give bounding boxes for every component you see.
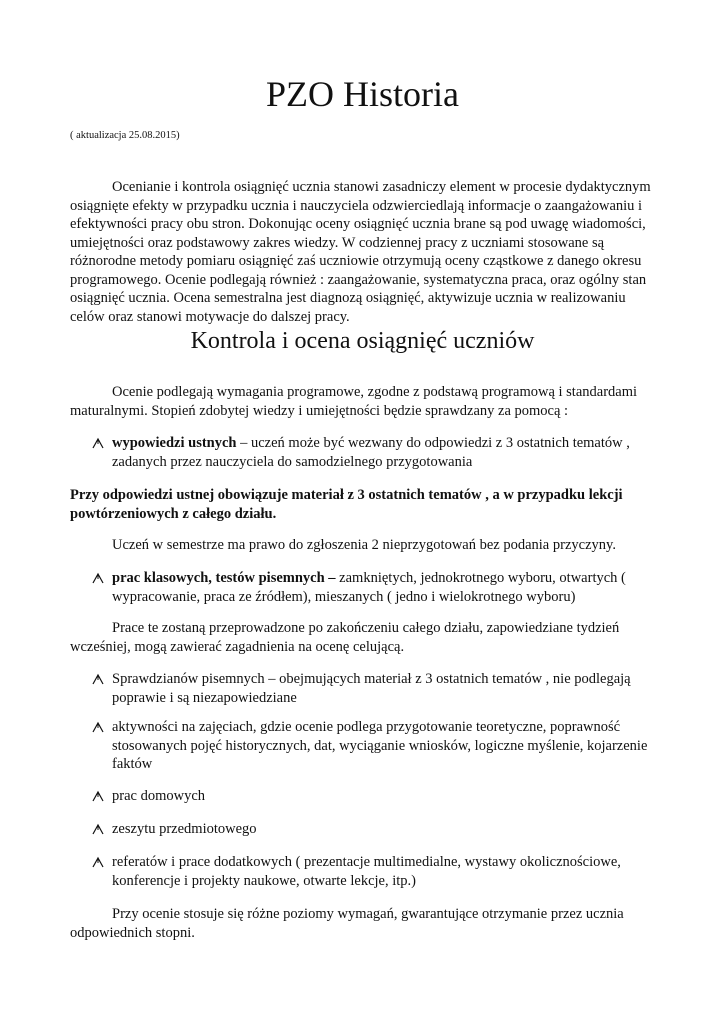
bullet-arrow-icon <box>92 790 104 802</box>
bullet-oral <box>92 434 662 471</box>
oral-rule <box>70 486 660 523</box>
closing-paragraph: Przy ocenie stosuje się różne poziomy wymagań, gwarantujące otrzymanie przez ucznia odpowiednich stopni. <box>70 906 624 941</box>
bullet-item <box>92 670 662 707</box>
bullet-class-bold: prac klasowych, testów pisemnych – <box>112 570 336 586</box>
bullet-arrow-icon <box>92 823 104 835</box>
bullet-arrow-icon <box>92 572 104 584</box>
class-note-paragraph: Prace te zostaną przeprowadzone po zakończeniu całego działu, zapowiedziane tydzień wcześniej, mogą zawierać zagadnienia na ocenę celującą. <box>70 620 620 655</box>
section-heading: Kontrola i ocena osiągnięć uczniów <box>190 328 535 354</box>
section-intro-paragraph: Ocenie podlegają wymagania programowe, zgodne z podstawą programową i standardami maturalnymi. Stopień zdobytej wiedzy i umiejętności będzie sprawdzany za pomocą : <box>70 384 638 419</box>
bullet-text: Sprawdzianów pisemnych – obejmujących materiał z 3 ostatnich tematów , nie podlegają poprawie i są niezapowiedziane <box>112 671 631 706</box>
bullet-arrow-icon <box>92 437 104 449</box>
bullet-arrow-icon <box>92 856 104 868</box>
bullet-oral-bold: wypowiedzi ustnych <box>112 435 237 451</box>
bullet-text: zeszytu przedmiotowego <box>112 821 257 837</box>
intro-paragraph: Ocenianie i kontrola osiągnięć ucznia stanowi zasadniczy element w procesie dydaktycznym osiągnięte efekty w przypadku ucznia i nauczyciela odzwierciedlają informacje o zaangażowaniu i efektywności pracy obu stron. Dokonując oceny osiągnięć ucznia brane są pod uwagę wiadomości, umiejętności oraz podstawowy zakres wiedzy. W codziennej pracy z uczniami stosowane są różnorodne metody pomiaru osiągnięć zaś uczniowie otrzymują oceny cząstkowe z danego okresu programowego. Ocenie podlegają również : zaangażowanie, systematyczna praca, oraz ogólny stan osiągnięć ucznia. Ocena semestralna jest diagnozą osiągnięć, aktywizuje ucznia w realizowaniu celów oraz stanowi motywacje do dalszej pracy. <box>70 179 651 325</box>
bullet-text: aktywności na zajęciach, gdzie ocenie podlega przygotowanie teoretyczne, poprawność stosowanych pojęć historycznych, dat, wyciąganie wniosków, logiczne myślenie, kojarzenie faktów <box>112 719 648 772</box>
oral-rule-bold: Przy odpowiedzi ustnej obowiązuje materiał z 3 ostatnich tematów , a w przypadku lekcji powtórzeniowych z całego działu. <box>70 487 623 522</box>
bullet-class-tests <box>92 569 662 606</box>
unprepared-paragraph: Uczeń w semestrze ma prawo do zgłoszenia 2 nieprzygotowań bez podania przyczyny. <box>112 537 616 553</box>
bullet-text: referatów i prace dodatkowych ( prezentacje multimedialne, wystawy okolicznościowe, konferencje i projekty naukowe, otwarte lekcje, itp.) <box>112 854 621 889</box>
bullet-oral-text: – uczeń może być wezwany do odpowiedzi z 3 ostatnich tematów , zadanych przez nauczyciela do samodzielnego przygotowania <box>112 435 630 470</box>
update-note: ( aktualizacja 25.08.2015) <box>70 130 180 141</box>
bullet-text: prac domowych <box>112 788 206 804</box>
bullet-item <box>92 787 662 806</box>
bullet-arrow-icon <box>92 721 104 733</box>
bullet-item <box>92 853 662 890</box>
bullet-arrow-icon <box>92 673 104 685</box>
bullet-class-text: zamkniętych, jednokrotnego wyboru, otwartych ( wypracowanie, praca ze źródłem), mieszanych ( jedno i wielokrotnego wyboru) <box>112 570 626 605</box>
bullet-item <box>92 820 662 839</box>
bullet-item <box>92 718 662 774</box>
page-title: PZO Historia <box>266 74 459 114</box>
